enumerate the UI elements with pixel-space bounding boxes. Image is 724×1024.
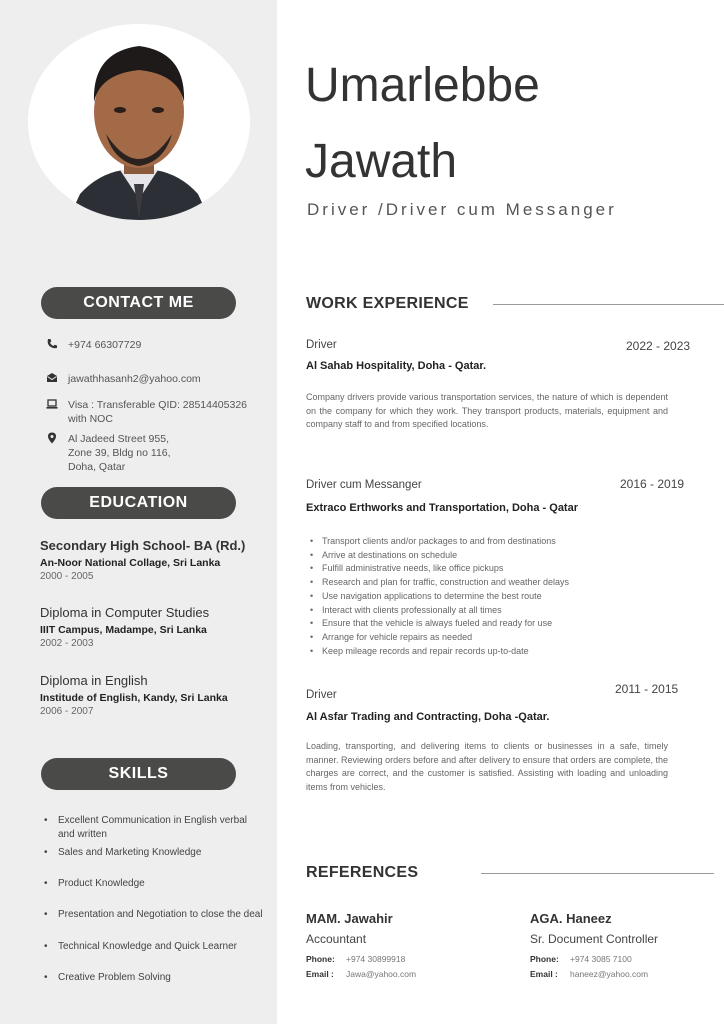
skills-heading: SKILLS [41,758,236,790]
job-description: Company drivers provide various transportation services, the nature of which is dependent on the company for which they work. They transport products, materials, equipment and company staff to and from specified locations. [306,392,668,429]
job-role: Driver cum Messanger [306,479,422,491]
contact-phone-text: +974 66307729 [68,339,142,351]
education-institution: An-Noor National Collage, Sri Lanka [40,557,221,569]
duty-item: • Interact with clients professionally at all times [310,604,569,618]
duty-item: • Fulfill administrative needs, like office pickups [310,562,569,576]
skill-item: • Technical Knowledge and Quick Learner [44,940,263,954]
reference-card [306,911,496,979]
reference-title: Accountant [306,932,367,946]
education-years: 2006 - 2007 [40,706,94,717]
section-divider [493,304,724,305]
work-experience-heading: WORK EXPERIENCE [306,295,469,312]
education-degree: Diploma in Computer Studies [40,605,210,620]
education-item [40,538,272,582]
phone-icon [46,338,58,350]
reference-email-value: haneez@yahoo.com [570,969,649,979]
mail-icon [46,372,58,384]
job-years: 2016 - 2019 [620,477,685,491]
reference-phone [306,954,496,964]
skill-item: • Creative Problem Solving [44,971,263,985]
reference-phone-value: +974 3085 7100 [570,954,632,964]
reference-card [530,911,720,979]
laptop-icon [46,398,58,410]
reference-email [306,969,496,979]
contact-email-text: jawathhasanh2@yahoo.com [68,373,201,385]
phone-label: Phone: [530,954,559,964]
contact-heading: CONTACT ME [41,287,236,319]
reference-phone [530,954,720,964]
education-years: 2002 - 2003 [40,638,94,649]
education-item [40,605,272,649]
job-company: Extraco Erthworks and Transportation, Doha - Qatar [306,502,578,514]
reference-email [530,969,720,979]
person-name [305,48,540,200]
duty-item: • Arrive at destinations on schedule [310,549,569,563]
job-years: 2011 - 2015 [615,682,679,696]
reference-email-value: Jawa@yahoo.com [346,969,417,979]
name-line-1: Umarlebbe [305,59,540,112]
contact-address-text: Al Jadeed Street 955, Zone 39, Bldg no 116, Doha, Qatar [68,433,171,473]
reference-name: MAM. Jawahir [306,911,393,926]
reference-phone-value: +974 30899918 [346,954,406,964]
duty-item: • Transport clients and/or packages to and from destinations [310,535,569,549]
phone-label: Phone: [306,954,335,964]
job-years: 2022 - 2023 [626,339,691,353]
education-heading: EDUCATION [41,487,236,519]
job-duties-list [310,535,569,658]
section-divider [481,873,714,874]
education-item [40,673,272,717]
job-role: Driver [306,339,337,351]
education-degree: Diploma in English [40,673,148,688]
duty-item: • Use navigation applications to determine the best route [310,590,569,604]
duty-item: • Arrange for vehicle repairs as needed [310,631,569,645]
education-years: 2000 - 2005 [40,571,94,582]
job-role: Driver [306,689,337,701]
duty-item: • Ensure that the vehicle is always fueled and ready for use [310,617,569,631]
contact-visa-text: Visa : Transferable QID: 28514405326 with NOC [68,399,248,425]
skill-item: • Sales and Marketing Knowledge [44,846,263,860]
duty-item: • Research and plan for traffic, construction and weather delays [310,576,569,590]
skill-item: • Excellent Communication in English verbal and written [44,814,263,842]
reference-title: Sr. Document Controller [530,932,659,946]
skill-item: • Product Knowledge [44,877,263,891]
email-label: Email : [306,969,334,979]
duty-item: • Keep mileage records and repair records up-to-date [310,645,569,659]
job-description: Loading, transporting, and delivering items to clients or businesses in a safe, timely manner. Reviewing orders before and after delivery to ensure that orders are complete, the charges are correct, and the customer is satisfied. Assisting with loading and unloading items from vehicles. [306,741,668,792]
email-label: Email : [530,969,558,979]
job-company: Al Asfar Trading and Contracting, Doha -Qatar. [306,711,550,723]
education-institution: IIIT Campus, Madampe, Sri Lanka [40,624,207,636]
references-heading: REFERENCES [306,864,419,881]
location-icon [46,432,58,444]
name-line-2: Jawath [305,135,458,188]
profile-photo-illustration [28,24,250,220]
profile-photo [28,24,250,220]
job-title: Driver /Driver cum Messanger [307,200,617,219]
education-institution: Institude of English, Kandy, Sri Lanka [40,692,228,704]
skill-item: • Presentation and Negotiation to close the deal [44,908,263,922]
education-degree: Secondary High School- BA (Rd.) [40,538,246,553]
reference-name: AGA. Haneez [530,911,612,926]
job-company: Al Sahab Hospitality, Doha - Qatar. [306,360,487,372]
